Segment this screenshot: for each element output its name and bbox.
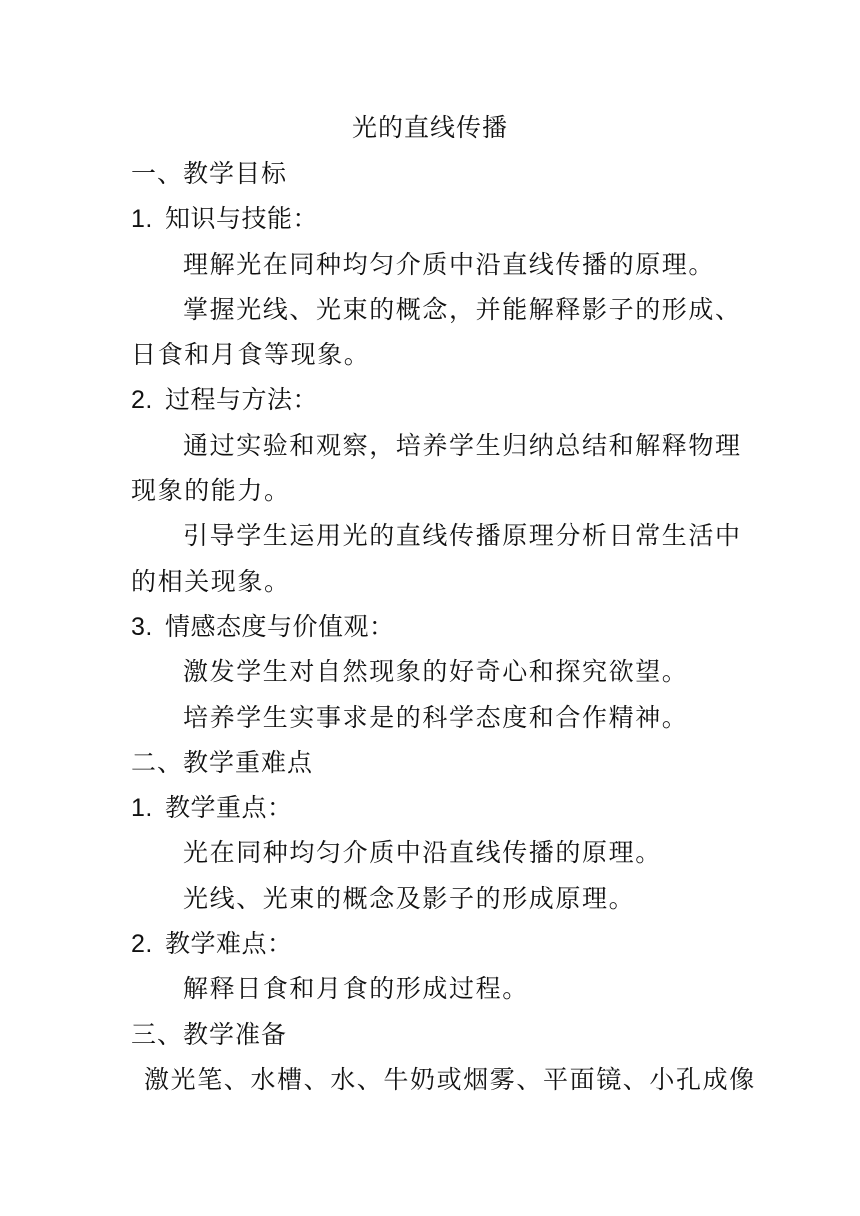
subheading-label: 情感态度与价值观： [165, 611, 395, 641]
subheading-key-points [131, 785, 741, 830]
subheading-process-methods [131, 377, 741, 422]
list-number: 2. [131, 930, 153, 959]
paragraph-line: 光在同种均匀介质中沿直线传播的原理。 [183, 838, 662, 868]
paragraph-line: 理解光在同种均匀介质中沿直线传播的原理。 [183, 249, 716, 279]
subheading-attitudes-values [131, 604, 741, 649]
subheading-knowledge-skills [131, 196, 741, 241]
document-body [131, 151, 756, 1102]
subheading-label: 教学难点： [165, 929, 293, 959]
paragraph-line: 激光笔、水槽、水、牛奶或烟雾、平面镜、小孔成像 [144, 1064, 756, 1094]
paragraph-line: 现象的能力。 [131, 476, 291, 506]
section-heading-objectives: 一、教学目标 [131, 159, 288, 188]
section-heading-preparation: 三、教学准备 [131, 1019, 288, 1049]
list-number: 1. [131, 794, 153, 823]
subheading-label: 教学重点： [165, 793, 293, 823]
section-heading-key-points: 二、教学重难点 [131, 747, 314, 777]
paragraph-line: 日食和月食等现象。 [131, 340, 371, 370]
paragraph-line: 激发学生对自然现象的好奇心和探究欲望。 [183, 657, 689, 687]
subheading-difficulties [131, 921, 741, 966]
subheading-label: 知识与技能： [165, 204, 319, 234]
page-title: 光的直线传播 [351, 113, 508, 142]
paragraph-line: 光线、光束的概念及影子的形成原理。 [183, 883, 636, 913]
paragraph-line: 通过实验和观察，培养学生归纳总结和解释物理 [183, 430, 742, 460]
list-number: 3. [131, 612, 153, 641]
paragraph-line: 解释日食和月食的形成过程。 [183, 974, 529, 1004]
list-number: 1. [131, 205, 153, 234]
paragraph-line: 引导学生运用光的直线传播原理分析日常生活中 [183, 521, 742, 551]
paragraph-line: 掌握光线、光束的概念，并能解释影子的形成、 [183, 294, 742, 324]
subheading-label: 过程与方法： [165, 385, 319, 415]
paragraph-line: 培养学生实事求是的科学态度和合作精神。 [183, 702, 689, 732]
list-number: 2. [131, 386, 153, 415]
paragraph-line: 的相关现象。 [131, 566, 291, 596]
